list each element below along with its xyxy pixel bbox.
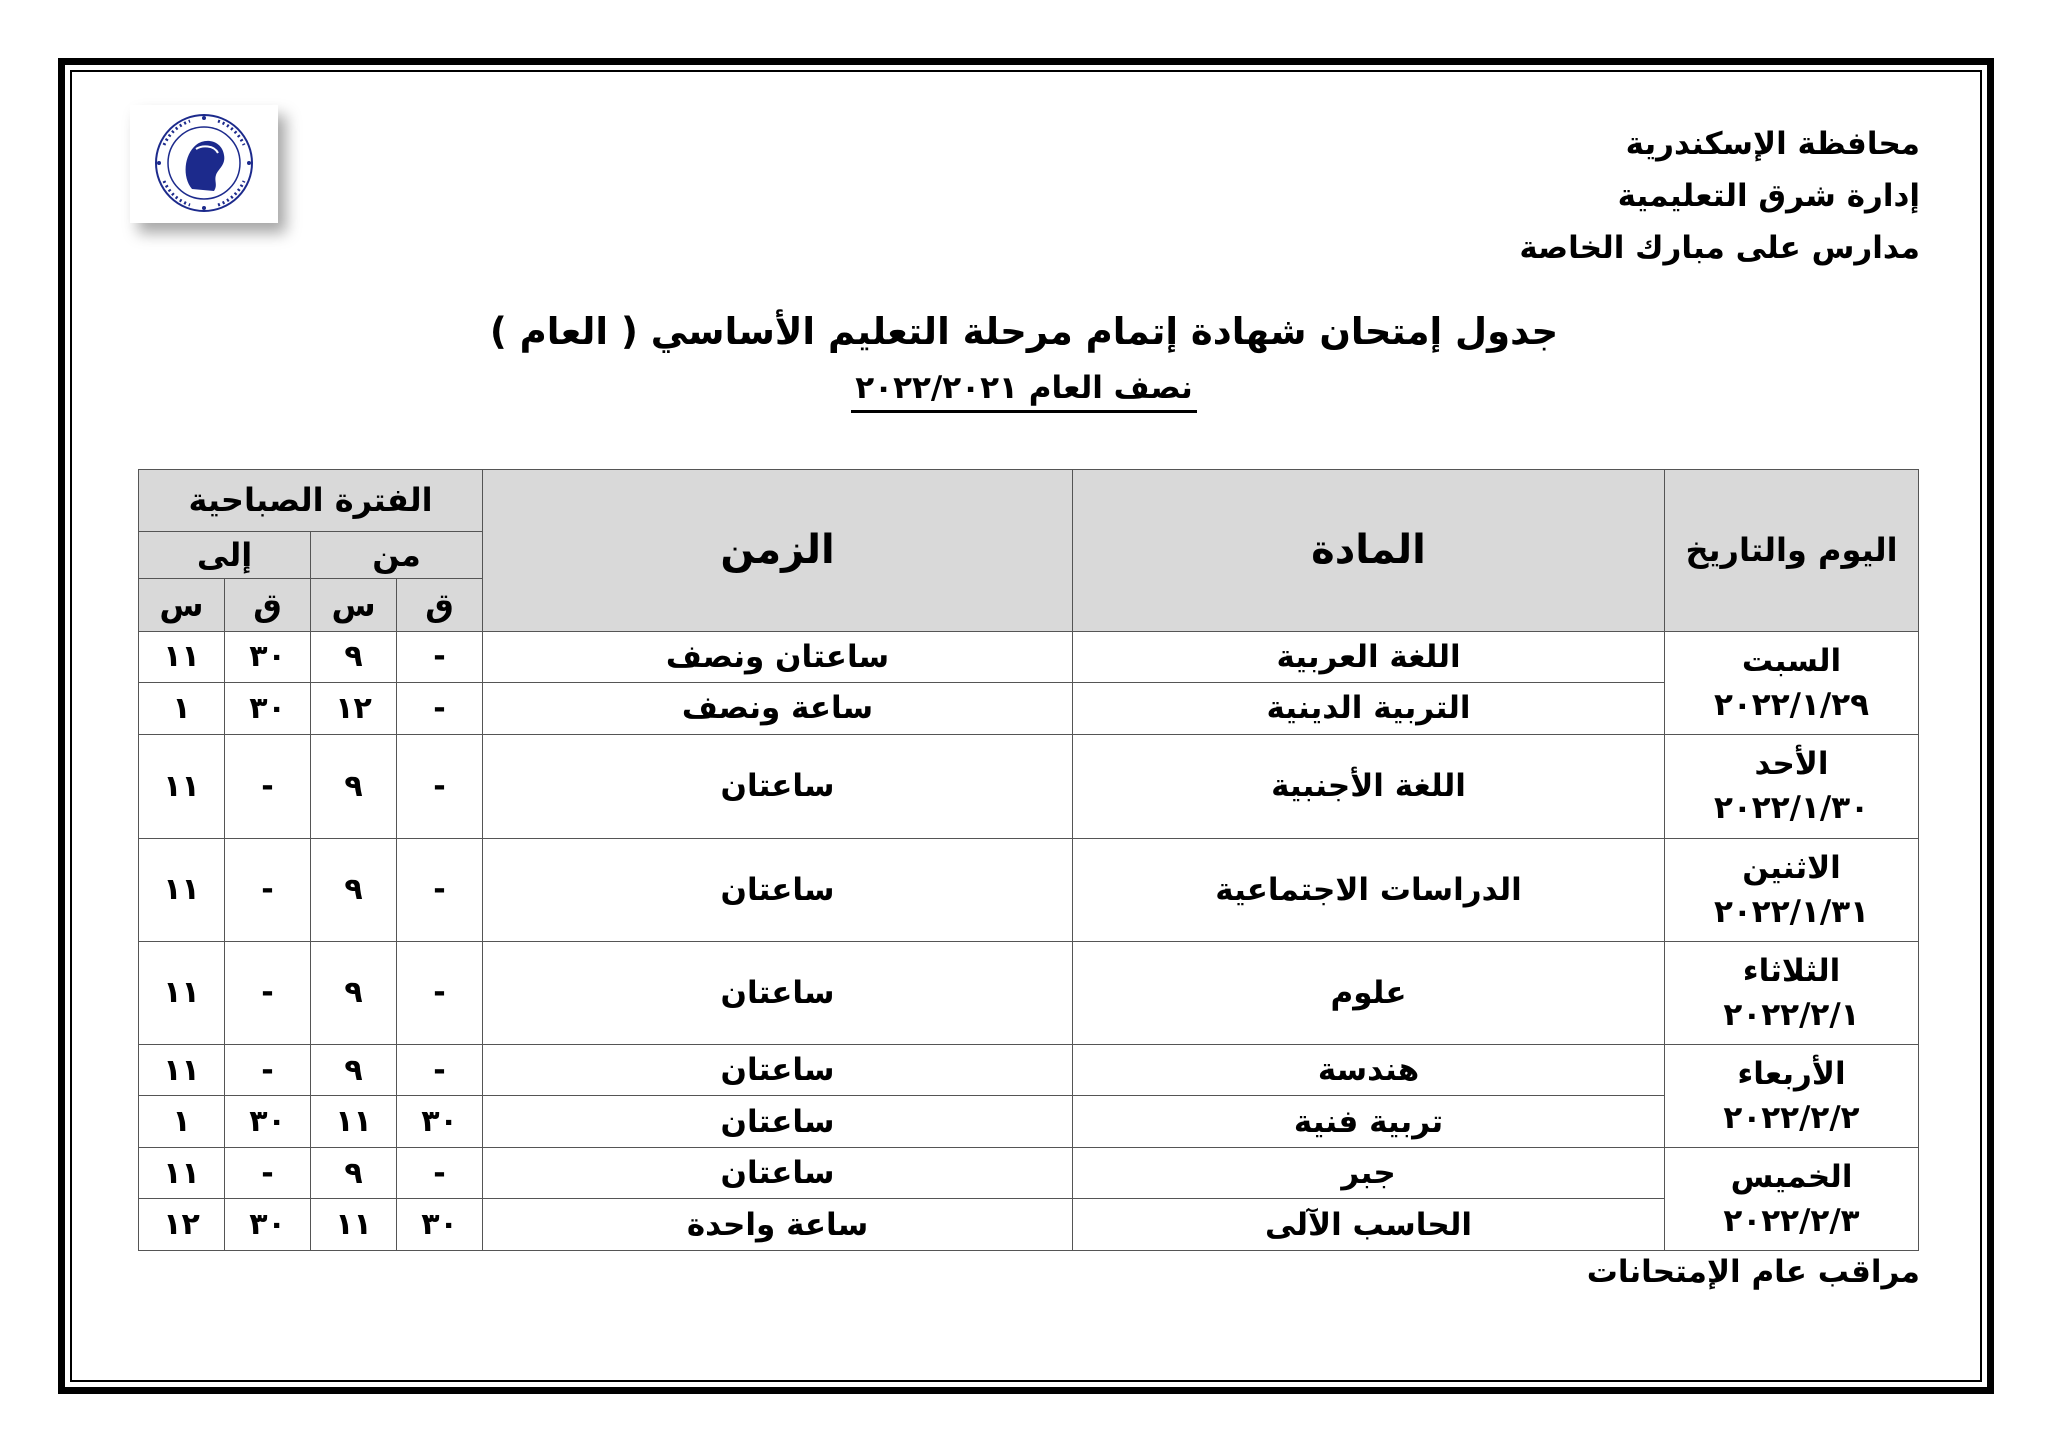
exam-schedule-table xyxy=(138,469,1919,1251)
table-row xyxy=(139,734,1919,838)
subject-cell: جبر xyxy=(1073,1147,1665,1199)
table-row xyxy=(139,1096,1919,1148)
header-from: من xyxy=(311,531,483,578)
day-name: الخميس xyxy=(1730,1158,1853,1195)
to-minute-cell: - xyxy=(225,734,311,838)
from-hour-cell: ٩ xyxy=(311,631,397,683)
to-hour-cell: ١١ xyxy=(139,838,225,941)
day-cell xyxy=(1665,941,1919,1044)
header-to-hour: س xyxy=(139,579,225,632)
header-duration: الزمن xyxy=(483,470,1073,632)
school-seal-logo xyxy=(130,105,278,223)
day-name: السبت xyxy=(1741,642,1842,679)
to-minute-cell: - xyxy=(225,1147,311,1199)
to-hour-cell: ١١ xyxy=(139,1044,225,1096)
from-hour-cell: ٩ xyxy=(311,1147,397,1199)
header-to-minute: ق xyxy=(225,579,311,632)
table-row xyxy=(139,1199,1919,1251)
from-minute-cell: - xyxy=(397,941,483,1044)
exam-supervisor-label: مراقب عام الإمتحانات xyxy=(1586,1254,1920,1290)
day-date: ٢٠٢٢/١/٢٩ xyxy=(1713,686,1870,723)
issuer-block xyxy=(1519,118,1920,274)
subject-cell: تربية فنية xyxy=(1073,1096,1665,1148)
document-title: جدول إمتحان شهادة إتمام مرحلة التعليم الأساسي ( العام ) xyxy=(489,310,1559,353)
day-date: ٢٠٢٢/١/٣١ xyxy=(1713,893,1870,930)
duration-cell: ساعتان xyxy=(483,1147,1073,1199)
duration-cell: ساعتان xyxy=(483,838,1073,941)
subject-cell: التربية الدينية xyxy=(1073,683,1665,735)
table-row xyxy=(139,838,1919,941)
header-subject: المادة xyxy=(1073,470,1665,632)
from-minute-cell: - xyxy=(397,838,483,941)
table-row xyxy=(139,941,1919,1044)
day-cell xyxy=(1665,631,1919,734)
day-cell xyxy=(1665,734,1919,838)
from-hour-cell: ١١ xyxy=(311,1199,397,1251)
day-date: ٢٠٢٢/٢/١ xyxy=(1723,996,1860,1033)
from-hour-cell: ١٢ xyxy=(311,683,397,735)
day-name: الأربعاء xyxy=(1737,1055,1846,1092)
from-minute-cell: - xyxy=(397,631,483,683)
day-date: ٢٠٢٢/٢/٣ xyxy=(1723,1202,1860,1239)
to-minute-cell: ٣٠ xyxy=(225,1096,311,1148)
to-minute-cell: - xyxy=(225,838,311,941)
header-from-hour: س xyxy=(311,579,397,632)
day-cell xyxy=(1665,838,1919,941)
header-day-date: اليوم والتاريخ xyxy=(1665,470,1919,632)
subject-cell: الحاسب الآلى xyxy=(1073,1199,1665,1251)
from-minute-cell: ٣٠ xyxy=(397,1096,483,1148)
day-name: الأحد xyxy=(1754,746,1829,783)
subject-cell: علوم xyxy=(1073,941,1665,1044)
from-minute-cell: - xyxy=(397,683,483,735)
to-hour-cell: ١ xyxy=(139,683,225,735)
subject-cell: اللغة الأجنبية xyxy=(1073,734,1665,838)
from-hour-cell: ٩ xyxy=(311,941,397,1044)
to-minute-cell: - xyxy=(225,941,311,1044)
from-hour-cell: ٩ xyxy=(311,838,397,941)
duration-cell: ساعتان xyxy=(483,941,1073,1044)
from-minute-cell: - xyxy=(397,1044,483,1096)
to-minute-cell: ٣٠ xyxy=(225,683,311,735)
day-date: ٢٠٢٢/١/٣٠ xyxy=(1713,790,1870,827)
duration-cell: ساعتان ونصف xyxy=(483,631,1073,683)
subject-cell: الدراسات الاجتماعية xyxy=(1073,838,1665,941)
duration-cell: ساعتان xyxy=(483,734,1073,838)
header-from-minute: ق xyxy=(397,579,483,632)
governorate-name: محافظة الإسكندرية xyxy=(1625,126,1920,162)
duration-cell: ساعتان xyxy=(483,1096,1073,1148)
duration-cell: ساعة ونصف xyxy=(483,683,1073,735)
table-row xyxy=(139,1044,1919,1096)
to-minute-cell: ٣٠ xyxy=(225,631,311,683)
academic-term: نصف العام ٢٠٢٢/٢٠٢١ xyxy=(851,370,1197,413)
from-hour-cell: ٩ xyxy=(311,1044,397,1096)
table-row xyxy=(139,631,1919,683)
from-minute-cell: - xyxy=(397,734,483,838)
day-date: ٢٠٢٢/٢/٢ xyxy=(1723,1099,1860,1136)
to-hour-cell: ١٢ xyxy=(139,1199,225,1251)
from-hour-cell: ٩ xyxy=(311,734,397,838)
table-row xyxy=(139,683,1919,735)
directorate-name: إدارة شرق التعليمية xyxy=(1617,178,1920,214)
to-minute-cell: ٣٠ xyxy=(225,1199,311,1251)
table-row xyxy=(139,1147,1919,1199)
to-hour-cell: ١١ xyxy=(139,1147,225,1199)
header-to: إلى xyxy=(139,531,311,578)
school-name: مدارس على مبارك الخاصة xyxy=(1519,230,1920,266)
document-subtitle xyxy=(0,370,2048,406)
to-hour-cell: ١١ xyxy=(139,734,225,838)
from-minute-cell: - xyxy=(397,1147,483,1199)
subject-cell: اللغة العربية xyxy=(1073,631,1665,683)
day-cell xyxy=(1665,1147,1919,1250)
header-morning-period: الفترة الصباحية xyxy=(139,470,483,532)
to-minute-cell: - xyxy=(225,1044,311,1096)
day-cell xyxy=(1665,1044,1919,1147)
duration-cell: ساعتان xyxy=(483,1044,1073,1096)
day-name: الاثنين xyxy=(1742,849,1841,886)
from-minute-cell: ٣٠ xyxy=(397,1199,483,1251)
to-hour-cell: ١ xyxy=(139,1096,225,1148)
duration-cell: ساعة واحدة xyxy=(483,1199,1073,1251)
day-name: الثلاثاء xyxy=(1742,952,1841,989)
seal-icon xyxy=(130,105,278,223)
to-hour-cell: ١١ xyxy=(139,941,225,1044)
subject-cell: هندسة xyxy=(1073,1044,1665,1096)
to-hour-cell: ١١ xyxy=(139,631,225,683)
from-hour-cell: ١١ xyxy=(311,1096,397,1148)
